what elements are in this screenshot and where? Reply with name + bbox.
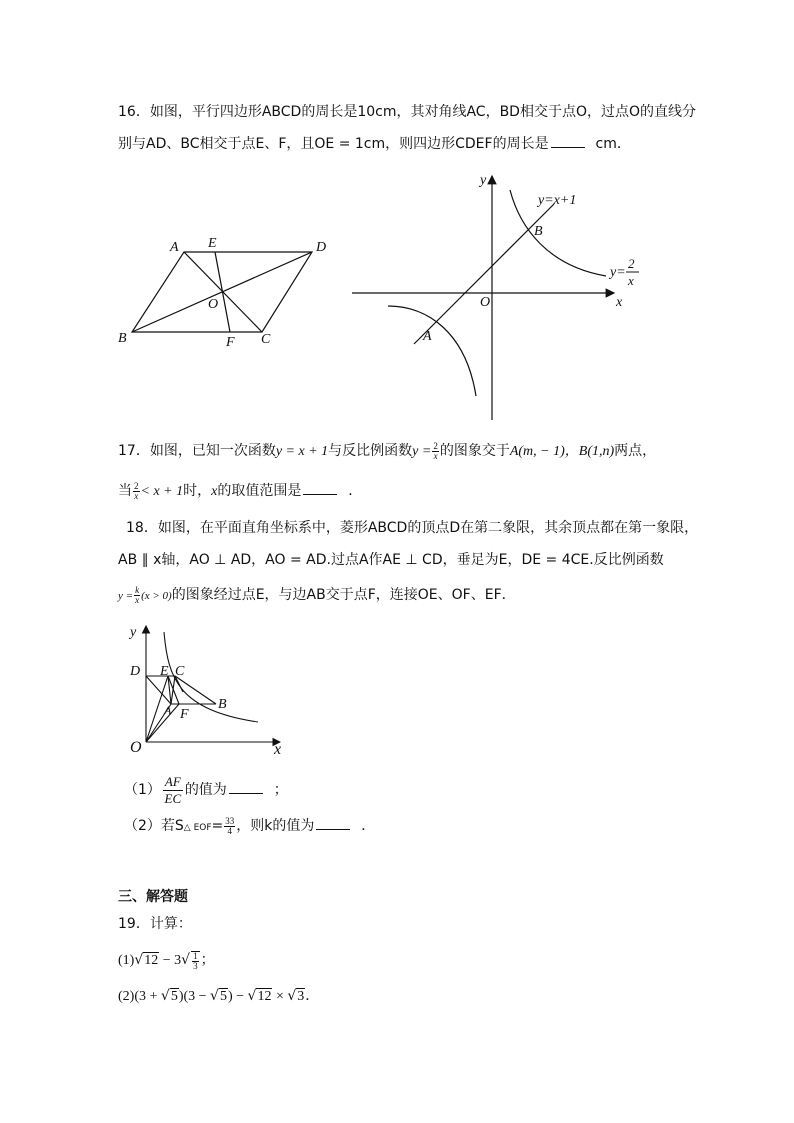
q18-sub2-label: （2）若S [124, 818, 184, 834]
q19-item1-label: (1) [118, 953, 135, 968]
q18-sub1-label: （1） [124, 782, 161, 798]
segment-ac [171, 676, 175, 704]
q19-item1-fraction [191, 951, 200, 971]
q19-item2-radicand-3: 12 [257, 989, 272, 1004]
q18-number: 18． [126, 520, 158, 536]
q17-fraction-2-over-x-2 [133, 482, 140, 501]
radical-sign-icon: √ [287, 988, 297, 1004]
q18-sub2-num: 33 [225, 815, 235, 826]
q18-sub2-text: ，则k的值为 [236, 818, 315, 834]
radical-sign-icon: √ [134, 952, 144, 968]
q18-label-e: E [160, 664, 169, 679]
side-da [146, 676, 171, 704]
graph17-b-label: B [534, 224, 543, 239]
q19-item2-end: ． [305, 989, 320, 1004]
q17-text-2f: ． [348, 483, 363, 499]
q16-text-2: 别与AD、BC相交于点E、F，且OE = 1cm，则四边形CDEF的周长是 [118, 136, 549, 152]
q18-sub2-fraction [224, 817, 235, 836]
q18-line1 [126, 518, 698, 538]
q19-item2-a: (3 + [134, 989, 161, 1004]
q18-text-1: 如图，在平面直角坐标系中，菱形ABCD的顶点D在第二象限，其余顶点都在第一象限， [157, 520, 699, 536]
function-graph-17 [348, 168, 648, 426]
q19-title: 计算： [149, 916, 192, 932]
q18-sub1 [124, 772, 288, 808]
label-o: O [208, 297, 219, 312]
q19-item2-d: × [272, 989, 288, 1004]
q17-line2 [118, 481, 362, 502]
label-e: E [208, 236, 217, 251]
radical-sign-icon: √ [160, 988, 170, 1004]
q19-item2-label: (2) [118, 989, 135, 1004]
q18-label-o: O [130, 739, 142, 756]
q17-text-1f: A(m, − 1)，B(1,n) [509, 444, 615, 459]
graph17-line-label: y=x+1 [538, 193, 577, 208]
q17-text-1c: 与反比例函数 [328, 443, 413, 459]
q18-sub1-end: ； [273, 782, 288, 798]
q18-sub1-den: EC [164, 790, 182, 806]
q18-sub1-fraction [163, 774, 183, 807]
line-ef [215, 252, 230, 332]
q17-text-2a: 当 [118, 483, 132, 499]
q17-text-1b: y = x + 1 [275, 444, 329, 459]
graph17-y-label: y [480, 173, 487, 188]
q18-label-b: B [218, 697, 227, 712]
label-d: D [316, 240, 327, 255]
q19-item1 [118, 950, 215, 971]
graph17-curve-den: x [628, 273, 634, 288]
q18-text-3b: (x > 0) [141, 590, 172, 602]
q17-frac-num: 2 [433, 440, 438, 451]
q17-text-1g: 两点， [614, 443, 657, 459]
q18-label-f: F [180, 707, 189, 722]
q18-frac-num: k [135, 584, 140, 595]
q18-label-x: x [274, 741, 282, 758]
q17-text-1a: 如图，已知一次函数 [149, 443, 276, 459]
parallelogram-figure [112, 232, 342, 348]
q18-fraction-k-over-x [134, 586, 140, 605]
graph17-a-label: A [423, 329, 432, 344]
q18-sub1-text: 的值为 [184, 782, 227, 798]
q19-item2-radicand-4: 3 [297, 989, 305, 1004]
q18-label-a: A [164, 703, 172, 717]
graph17-curve-label: y= [610, 265, 626, 280]
q18-sub2-den: 4 [227, 825, 233, 836]
q19-item1-frac-den: 3 [193, 960, 198, 971]
radical-sign-icon: √ [247, 988, 257, 1004]
q16-answer-blank[interactable] [551, 135, 585, 148]
q17-fraction-2-over-x [432, 442, 439, 461]
q18-label-c: C [175, 664, 185, 679]
q18-text-3a: y = [118, 590, 134, 602]
q18-sub2-eq: = [211, 818, 224, 834]
q17-answer-blank[interactable] [303, 482, 337, 495]
label-a: A [170, 240, 179, 255]
q18-text-3c: 的图象经过点E，与边AB交于点F，连接OE、OF、EF． [171, 587, 516, 603]
segment-of [146, 704, 179, 742]
q16-unit: cm． [595, 136, 631, 152]
q18-line2 [118, 550, 664, 570]
q18-sub1-answer-blank[interactable] [229, 781, 263, 794]
side-cb [175, 676, 216, 704]
q18-line3 [118, 585, 516, 606]
rhombus-figure-18 [118, 618, 298, 758]
q19-item1-radicand: 12 [144, 953, 159, 968]
q19-item2-radicand-1: 5 [170, 989, 178, 1004]
q16-line2 [118, 134, 631, 154]
q18-sub2-subscript: △ EOF [183, 823, 212, 833]
label-c: C [261, 332, 271, 347]
q16-line1 [118, 102, 696, 122]
line-y-x-plus-1 [414, 204, 554, 344]
q18-sub2-end: ． [361, 818, 376, 834]
label-b: B [118, 331, 127, 346]
q17-frac2-num: 2 [134, 480, 139, 491]
radical-sign-icon: √ [210, 988, 219, 1004]
hyperbola-branch-2 [388, 306, 476, 396]
q17-frac2-den: x [134, 490, 139, 501]
q18-sub2 [124, 816, 375, 838]
q19-number: 19． [118, 916, 150, 932]
q19-item2-radicand-2: 5 [219, 989, 227, 1004]
q19-item2-b: )(3 − [178, 989, 211, 1004]
graph17-curve-num: 2 [628, 256, 635, 271]
q16-text-1: 如图，平行四边形ABCD的周长是10cm，其对角线AC，BD相交于点O，过点O的直线分 [149, 104, 696, 120]
q18-label-d: D [130, 664, 141, 679]
q19-item1-frac-num: 1 [193, 950, 198, 961]
q18-label-y: y [130, 625, 137, 640]
label-f: F [226, 335, 235, 348]
q17-frac-den: x [433, 450, 438, 461]
radical-sign-icon: √ [181, 952, 191, 968]
q16-number: 16． [118, 104, 150, 120]
q17-text-1e: 的图象交于 [439, 443, 510, 459]
q19-item1-mid: − 3 [159, 953, 182, 968]
q17-text-2d: x [211, 484, 218, 499]
q17-line1 [118, 441, 656, 462]
q17-text-2b: < x + 1 [140, 484, 184, 499]
q19-header [118, 914, 192, 934]
q17-text-2e: 的取值范围是 [217, 483, 302, 499]
q17-text-1d: y = [412, 444, 432, 459]
q17-text-2c: 时， [183, 483, 212, 499]
q18-text-2: AB ∥ x轴，AO ⊥ AD，AO = AD.过点A作AE ⊥ CD，垂足为E，DE = 4CE.反比例函数 [118, 552, 664, 568]
q18-sub2-answer-blank[interactable] [316, 817, 350, 830]
q19-item2-c: ) − [227, 989, 248, 1004]
q18-sub1-num: AF [164, 773, 181, 789]
q19-item1-end: ； [200, 953, 215, 968]
q18-frac-den: x [135, 594, 140, 605]
graph17-x-label: x [616, 295, 623, 310]
q17-number: 17． [118, 443, 150, 459]
q19-item2 [118, 986, 319, 1007]
section-3-title: 三、解答题 [118, 889, 188, 905]
graph17-origin-label: O [480, 295, 491, 310]
